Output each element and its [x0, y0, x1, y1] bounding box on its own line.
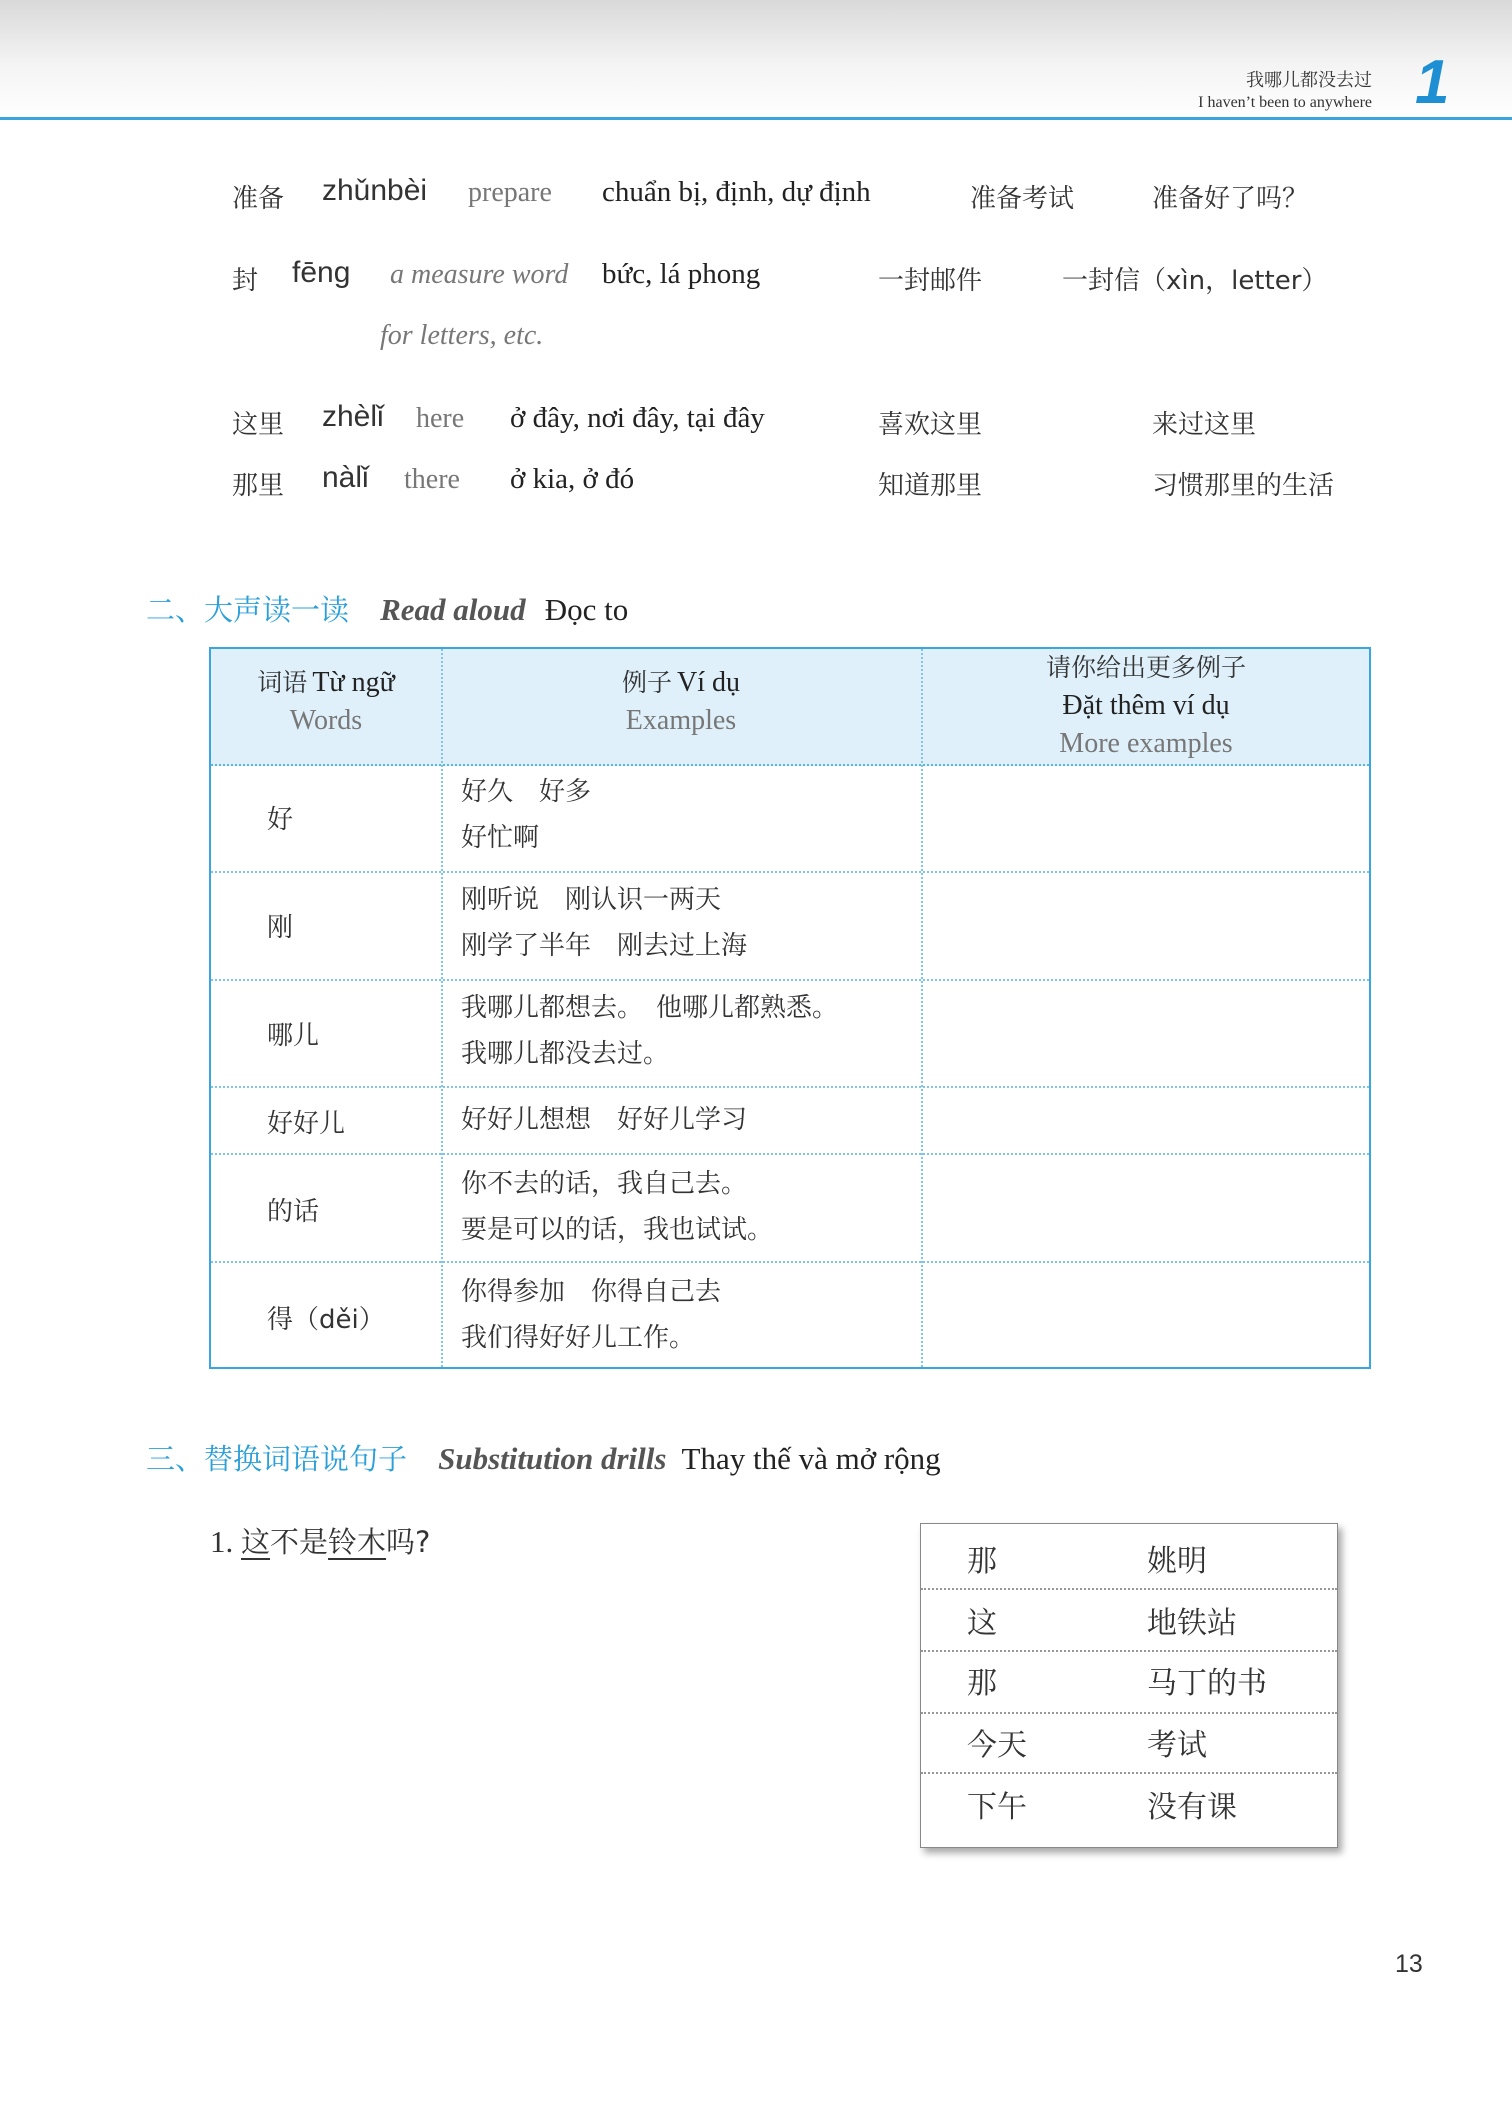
substitution-row — [921, 1524, 1337, 1585]
substitution-row — [921, 1770, 1337, 1831]
vocab-example-1: 一封邮件 — [878, 266, 983, 296]
vocab-hanzi: 准备 — [232, 184, 285, 214]
vocab-pinyin: fēng — [292, 256, 351, 289]
vocab-vietnamese: bức, lá phong — [602, 258, 761, 290]
header-examples-zh: 例子 — [621, 668, 672, 697]
drill-number: 1. — [210, 1524, 234, 1559]
section-3-title-vi: Thay thế và mở rộng — [681, 1441, 941, 1476]
substitution-b: 地铁站 — [1147, 1606, 1237, 1641]
table-examples — [461, 985, 838, 1077]
row-divider — [211, 871, 1369, 873]
substitution-box — [920, 1523, 1338, 1848]
vocab-pinyin: zhèlǐ — [322, 400, 384, 433]
vocab-example-1: 喜欢这里 — [878, 410, 983, 440]
table-examples — [461, 1097, 747, 1143]
substitution-a: 下午 — [967, 1790, 1027, 1825]
substitution-row — [921, 1586, 1337, 1647]
vocab-vietnamese: chuẩn bị, định, dự định — [602, 176, 871, 208]
table-examples — [461, 877, 747, 969]
example-line: 我们得好好儿工作。 — [461, 1323, 696, 1353]
vocab-example-1: 准备考试 — [970, 184, 1075, 214]
chapter-title-en: I haven’t been to anywhere — [1198, 94, 1372, 111]
header-more-examples — [921, 649, 1371, 763]
vocab-hanzi: 那里 — [232, 471, 285, 501]
substitution-b: 考试 — [1147, 1728, 1207, 1763]
substitution-b: 姚明 — [1147, 1544, 1207, 1579]
vocab-english: a measure word — [390, 259, 569, 290]
substitution-b: 没有课 — [1147, 1790, 1237, 1825]
substitution-a: 这 — [967, 1606, 997, 1641]
header-more-zh: 请你给出更多例子 — [1045, 653, 1246, 682]
vocab-example-1: 知道那里 — [878, 471, 983, 501]
substitution-a: 今天 — [967, 1728, 1027, 1763]
example-line: 我哪儿都想去。 他哪儿都熟悉。 — [461, 993, 839, 1023]
header-examples-en: Examples — [625, 705, 737, 736]
vocab-example-2: 来过这里 — [1152, 410, 1257, 440]
section-2-title-vi: Đọc to — [544, 592, 629, 627]
substitution-row — [921, 1708, 1337, 1769]
row-divider — [211, 1261, 1369, 1263]
drill-ending: 吗? — [386, 1525, 431, 1559]
header-words-zh: 词语 — [257, 668, 308, 697]
substitution-a: 那 — [967, 1666, 997, 1701]
table-examples — [461, 769, 591, 861]
header-more-en: More examples — [1059, 728, 1233, 759]
section-3-title — [146, 1437, 941, 1478]
vocab-hanzi: 这里 — [232, 410, 285, 440]
drill-sentence — [210, 1520, 430, 1561]
vocab-example-2: 习惯那里的生活 — [1152, 471, 1335, 501]
table-word: 的话 — [267, 1197, 320, 1227]
section-3-title-zh: 三、替换词语说句子 — [146, 1442, 408, 1476]
row-divider — [211, 1153, 1369, 1155]
header-words-vi: Từ ngữ — [312, 667, 395, 698]
vocab-english: there — [404, 464, 460, 495]
table-word: 好 — [267, 805, 294, 835]
column-divider — [441, 649, 443, 1367]
example-line: 你不去的话，我自己去。 — [461, 1169, 748, 1199]
chapter-number: 1 — [1415, 48, 1450, 117]
example-line: 刚学了半年 刚去过上海 — [461, 931, 748, 961]
vocab-english-cont: for letters, etc. — [380, 320, 544, 351]
vocab-vietnamese: ở kia, ở đó — [510, 463, 635, 495]
vocab-pinyin: zhǔnbèi — [322, 174, 428, 207]
example-line: 我哪儿都没去过。 — [461, 1039, 670, 1069]
table-word: 得（děi） — [267, 1305, 385, 1335]
header-examples-vi: Ví dụ — [677, 667, 741, 698]
substitution-row — [921, 1646, 1337, 1707]
vocab-example-2: 准备好了吗？ — [1152, 184, 1309, 214]
example-line: 好忙啊 — [461, 823, 540, 853]
drill-slot-2: 铃木 — [328, 1525, 387, 1559]
table-word: 哪儿 — [267, 1021, 320, 1051]
example-line: 要是可以的话，我也试试。 — [461, 1215, 774, 1245]
example-line: 好好儿想想 好好儿学习 — [461, 1105, 748, 1135]
header-more-vi: Đặt thêm ví dụ — [1062, 690, 1230, 721]
section-2-title — [146, 588, 628, 629]
row-divider — [211, 1086, 1369, 1088]
chapter-title-zh: 我哪儿都没去过 — [1246, 70, 1372, 91]
header-examples — [441, 663, 921, 737]
substitution-a: 那 — [967, 1544, 997, 1579]
substitution-b: 马丁的书 — [1147, 1666, 1267, 1701]
page-number: 13 — [1395, 1950, 1423, 1978]
header-words — [211, 663, 441, 737]
vocab-example-2: 一封信（xìn，letter） — [1062, 266, 1328, 296]
section-2-title-en: Read aloud — [380, 592, 526, 627]
vocab-english: prepare — [468, 177, 552, 208]
row-divider — [211, 979, 1369, 981]
header-divider — [0, 117, 1512, 120]
table-word: 好好儿 — [267, 1109, 346, 1139]
header-words-en: Words — [289, 705, 363, 736]
vocab-english: here — [416, 403, 465, 434]
drill-fixed-text: 不是 — [270, 1525, 329, 1559]
table-examples — [461, 1161, 773, 1253]
drill-slot-1: 这 — [241, 1525, 271, 1559]
example-line: 你得参加 你得自己去 — [461, 1277, 722, 1307]
section-3-title-en: Substitution drills — [438, 1441, 667, 1476]
example-line: 刚听说 刚认识一两天 — [461, 885, 722, 915]
vocab-pinyin: nàlǐ — [322, 461, 369, 494]
table-examples — [461, 1269, 721, 1361]
example-line: 好久 好多 — [461, 777, 592, 807]
read-aloud-table — [209, 647, 1371, 1369]
table-word: 刚 — [267, 913, 294, 943]
vocab-vietnamese: ở đây, nơi đây, tại đây — [510, 402, 765, 434]
section-2-title-zh: 二、大声读一读 — [146, 593, 350, 627]
vocab-hanzi: 封 — [232, 266, 259, 296]
